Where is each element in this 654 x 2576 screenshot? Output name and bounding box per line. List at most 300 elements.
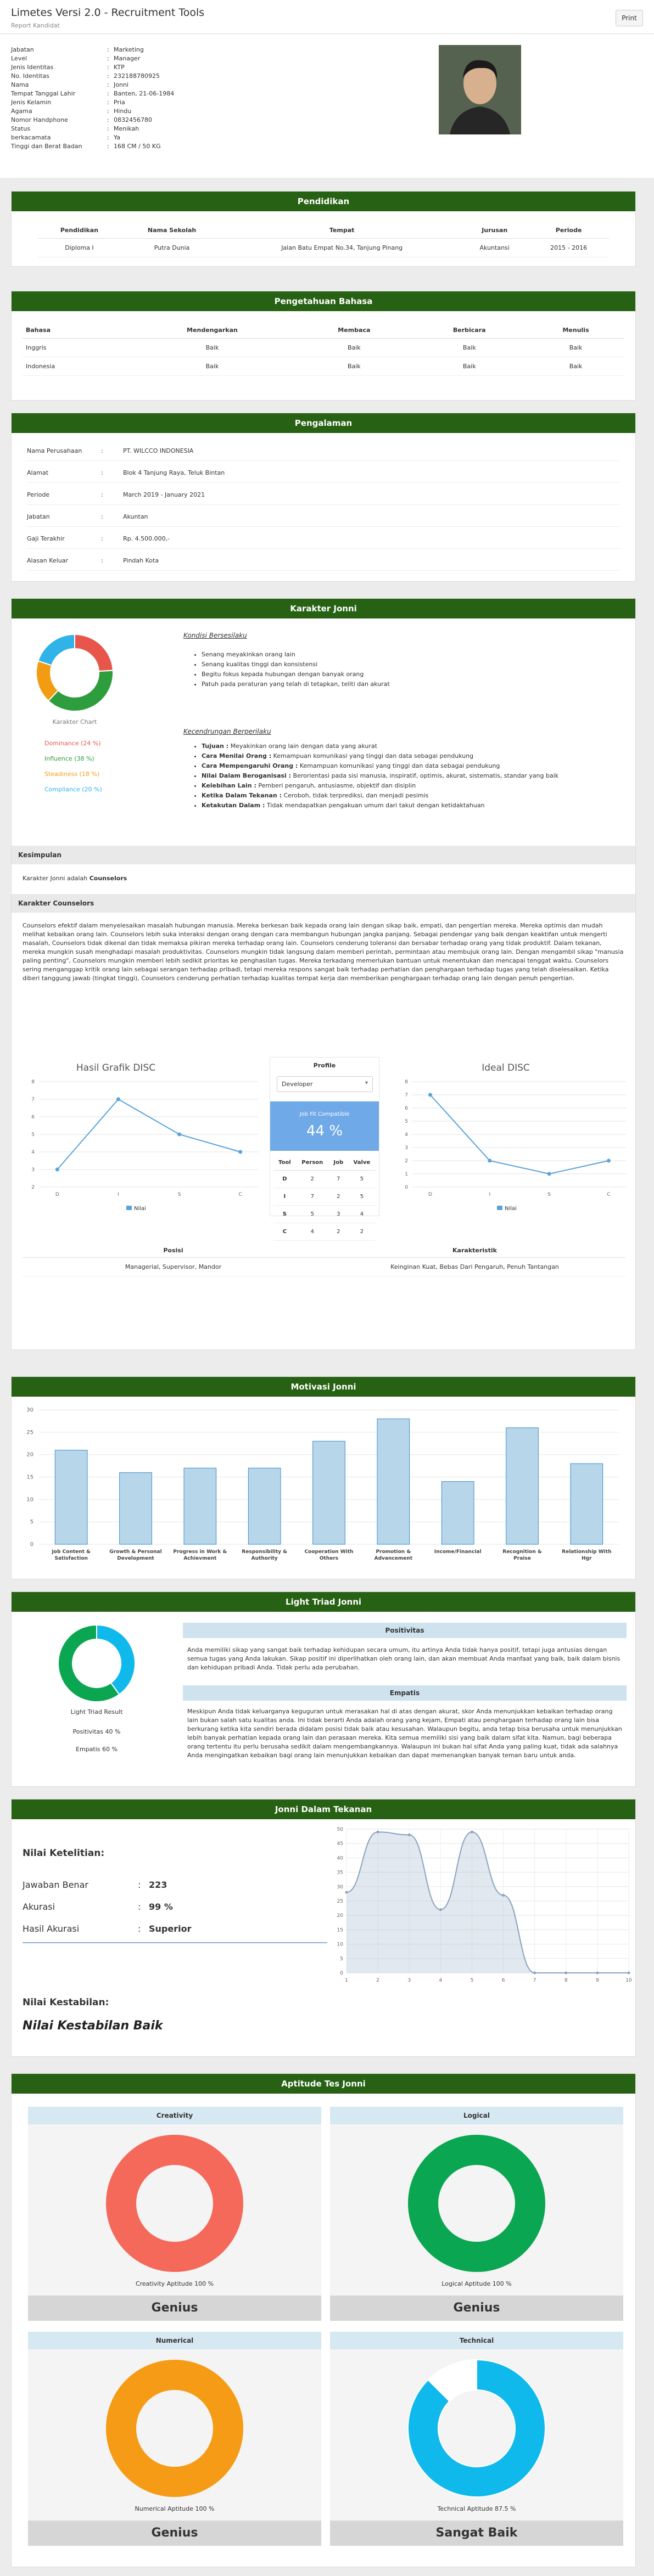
- aptitude-donut-slice: [121, 2375, 228, 2482]
- y-tick-label: 10: [26, 1497, 33, 1503]
- tool-cell: 2: [329, 1188, 348, 1206]
- y-tick-label: 40: [337, 1855, 343, 1861]
- y-tick-label: 5: [340, 1956, 343, 1962]
- data-point: [238, 1150, 242, 1154]
- x-tick-label: Relationship With: [562, 1549, 612, 1555]
- data-point: [177, 1133, 181, 1137]
- profile-key: Jabatan: [11, 46, 34, 53]
- table-cell: Baik: [411, 357, 527, 376]
- ideal-disc-title: Ideal DISC: [482, 1062, 530, 1073]
- job-fit-label: Job Fit Compatible: [299, 1111, 350, 1117]
- profile-value: 232188780925: [114, 72, 160, 80]
- profile-colon: :: [107, 134, 109, 141]
- x-tick-label: 2: [376, 1978, 379, 1983]
- data-point: [471, 1831, 473, 1833]
- experience-row: [27, 513, 148, 522]
- data-point: [377, 1831, 379, 1833]
- tool-cell: 7: [329, 1171, 348, 1188]
- y-tick-label: 15: [26, 1474, 33, 1481]
- motivasi-bar-chart: [12, 1399, 635, 1577]
- y-tick-label: 4: [31, 1150, 35, 1155]
- kecenderungan-item-label: Ketika Dalam Tekanan :: [202, 792, 282, 799]
- profile-select[interactable]: [277, 1076, 373, 1092]
- profile-row: [11, 125, 139, 134]
- kesimpulan-label: Kesimpulan: [12, 846, 635, 864]
- job-fit-box: [270, 1101, 379, 1151]
- tool-cell: 2: [329, 1223, 348, 1241]
- x-tick-label: Recognition &: [502, 1549, 542, 1555]
- tool-cell: 5: [348, 1171, 376, 1188]
- experience-row: [27, 447, 193, 456]
- y-tick-label: 10: [337, 1942, 343, 1948]
- table-cell: Baik: [527, 339, 624, 357]
- x-tick-label: Others: [319, 1556, 339, 1561]
- tool-cell: 4: [296, 1223, 329, 1241]
- profile-row: [11, 55, 140, 64]
- posisi-value: Managerial, Supervisor, Mandor: [125, 1263, 222, 1270]
- tool-cell: 4: [348, 1206, 376, 1223]
- counselor-label: Karakter Counselors: [12, 894, 635, 913]
- experience-colon: :: [101, 447, 103, 454]
- legend-swatch: [126, 1206, 132, 1210]
- kecenderungan-item-text: Tidak mendapatkan pengakuan umum dari takut dengan ketidaktahuan: [265, 802, 485, 809]
- experience-divider: [27, 548, 620, 549]
- kecenderungan-item-text: Ceroboh, tidak terprediksi, dan menjadi pesimis: [281, 792, 429, 799]
- area-fill: [346, 1832, 629, 1973]
- karakter-legend-item: Dominance (24 %): [44, 740, 101, 747]
- x-tick-label: 3: [407, 1978, 411, 1983]
- x-tick-label: Responsibility &: [242, 1549, 288, 1555]
- profile-colon: :: [107, 81, 109, 88]
- profile-value: Jonni: [114, 81, 128, 88]
- x-tick-label: I: [489, 1192, 491, 1197]
- tool-header: Job: [329, 1155, 348, 1171]
- x-tick-label: Praise: [513, 1556, 531, 1561]
- profile-colon: :: [107, 99, 109, 106]
- table-cell: Baik: [297, 357, 411, 376]
- tool-row: [273, 1188, 376, 1206]
- tool-row: [273, 1171, 376, 1188]
- x-tick-label: Job Content &: [52, 1549, 91, 1555]
- x-tick-label: 6: [501, 1978, 505, 1983]
- kecenderungan-item-label: Tujuan :: [202, 743, 229, 750]
- data-point: [607, 1159, 611, 1163]
- data-point: [502, 1894, 505, 1897]
- aptitude-box-numerical: [28, 2332, 321, 2546]
- profile-row: [11, 134, 120, 143]
- experience-value: March 2019 - January 2021: [123, 491, 205, 498]
- tool-row: [273, 1223, 376, 1241]
- x-tick-label: 8: [564, 1978, 568, 1983]
- table-row: [38, 239, 609, 257]
- kecenderungan-item-text: Pemberi pengaruh, antusiasme, objektif dan disiplin: [256, 782, 416, 789]
- kecenderungan-list: [193, 741, 610, 811]
- kecenderungan-item-label: Cara Mempengaruhi Orang :: [202, 762, 298, 769]
- table-cell: Baik: [297, 339, 411, 357]
- profile-row: [11, 143, 161, 151]
- tekanan-value: 223: [149, 1880, 167, 1890]
- kecenderungan-item: [202, 761, 610, 771]
- profile-key: Jenis Kelamin: [11, 99, 52, 106]
- table-cell: Jalan Batu Empat No.34, Tanjung Pinang: [223, 239, 461, 257]
- profile-value: Ya: [114, 134, 120, 141]
- karakter-donut-chart: [33, 632, 116, 714]
- y-tick-label: 25: [337, 1899, 343, 1904]
- kestabilan-value: Nilai Kestabilan Baik: [23, 2019, 163, 2033]
- table-cell: 2015 - 2016: [528, 239, 609, 257]
- disc-tool-table: [273, 1155, 376, 1241]
- experience-divider: [27, 460, 620, 461]
- profile-key: berkacamata: [11, 134, 51, 141]
- light-triad-card: [11, 1591, 636, 1787]
- y-tick-label: 1: [405, 1172, 408, 1177]
- karakteristik-label: Karakteristik: [452, 1247, 497, 1254]
- legend-label: Nilai: [134, 1206, 146, 1212]
- ideal-disc-chart: [390, 1076, 632, 1213]
- app-subtitle: Report Kandidat: [11, 22, 60, 29]
- aptitude-donut-chart: [405, 2132, 548, 2275]
- data-point: [55, 1168, 59, 1172]
- y-tick-label: 35: [337, 1870, 343, 1876]
- x-tick-label: S: [177, 1192, 181, 1197]
- profile-value: Hindu: [114, 108, 132, 115]
- tool-cell: D: [273, 1171, 296, 1188]
- tekanan-colon: :: [138, 1902, 141, 1912]
- data-point: [408, 1833, 411, 1836]
- kecenderungan-item-label: Ketakutan Dalam :: [202, 802, 265, 809]
- experience-value: Rp. 4.500.000,-: [123, 535, 170, 542]
- x-tick-label: Advancement: [374, 1556, 413, 1561]
- y-tick-label: 5: [31, 1132, 35, 1138]
- profile-row: [11, 46, 144, 55]
- chevron-down-icon: ▾: [365, 1080, 368, 1086]
- light-triad-positivitas: Positivitas 40 %: [72, 1728, 121, 1735]
- profile-key: Tempat Tanggal Lahir: [11, 90, 76, 97]
- y-tick-label: 45: [337, 1841, 343, 1847]
- positivitas-text: Anda memiliki sikap yang sangat baik terhadap kehidupan secara umum, itu artinya Anda tidak hanya positif, tetapi juga antusias dengan semua tugas yang Anda lakukan. Sikap positif ini diperlihatkan oleh orang lain, dan akan membuat Anda manfaat yang baik, baik dalam bisnis dan kehidupan pribadi Anda. Tidak perlu ada perubahan.: [187, 1646, 621, 1671]
- experience-key: Periode: [27, 491, 50, 498]
- x-tick-label: Income/Financial: [434, 1549, 482, 1555]
- x-tick-label: C: [607, 1192, 611, 1197]
- karakter-donut-slice: [38, 634, 75, 665]
- motivasi-bar: [313, 1441, 345, 1544]
- motivasi-card: [11, 1376, 636, 1579]
- aptitude-box-logical: [330, 2107, 623, 2321]
- aptitude-donut-chart: [103, 2132, 246, 2275]
- posisi-table: [23, 1244, 625, 1276]
- tool-cell: 3: [329, 1206, 348, 1223]
- kecenderungan-item: [202, 801, 610, 811]
- motivasi-bar: [377, 1419, 410, 1544]
- aptitude-donut-chart: [405, 2357, 548, 2500]
- counselor-text: Counselors efektif dalam menyelesaikan masalah hubungan manusia. Mereka berkesan baik kepada orang lain dengan sikap baik, empati, dan pengertian mereka. Mereka optimis dan mudah melihat kebaikan orang lain. Counselors lebih suka interaksi dengan orang dengan cara membangun hubungan jangka panjang. Sebagai pendengar yang baik dengan keaktifan untuk mengerti masalah, Counselors tidak dikenal dan tidak memaksa pikiran mereka terhadap orang lain. Counselors cenderung toleransi dan bersabar terhadap orang yang tidak produktif. Dalam tekanan, mereka mungkin susah menghadapi masalah produktivitas. Counselors mungkin tidak langsung dalam memberi perintah, permintaan atau membujuk orang lain. Dengan mengambil sikap "manusia paling penting", Counselors mungkin memberi lebih sedikit prioritas ke penghasilan tugas. Mereka terkadang memerlukan bantuan untuk menentukan dan mencapai tenggat waktu. Counselors sering menganggap kritik orang lain sebagai serangan terhadap pribadi, tetapi mereka respons sangat baik terhadap perhatian dan penghargaan terhadap tugas yang telah diselesaikan. Ketika diberi tanggung jawab (tingkat tinggi), Counselors cenderung perhatian terhadap kualitas tempat kerja dan memberikan penghargaan terhadap orang lain dengan penuh pengertian.: [23, 922, 624, 982]
- tool-cell: S: [273, 1206, 296, 1223]
- aptitude-title: Creativity: [28, 2107, 321, 2124]
- profile-row: [11, 81, 128, 90]
- profile-key: Tinggi dan Berat Badan: [11, 143, 82, 150]
- table-cell: Baik: [411, 339, 527, 357]
- data-point: [564, 1972, 567, 1975]
- karakter-donut-caption: Karakter Chart: [52, 718, 97, 725]
- light-triad-donut-slice: [97, 1625, 135, 1695]
- kecenderungan-item: [202, 781, 610, 791]
- y-tick-label: 6: [405, 1106, 408, 1111]
- kondisi-item: • Patuh pada peraturan yang telah di tetapkan, teliti dan akurat: [202, 679, 577, 689]
- y-tick-label: 30: [337, 1884, 343, 1890]
- experience-divider: [27, 504, 620, 505]
- candidate-photo: [439, 45, 521, 134]
- x-tick-label: I: [118, 1192, 119, 1197]
- aptitude-donut-chart: [103, 2357, 246, 2500]
- experience-key: Nama Perusahaan: [27, 447, 82, 454]
- x-tick-label: 1: [345, 1978, 348, 1983]
- aptitude-card: [11, 2073, 636, 2567]
- y-tick-label: 2: [31, 1185, 35, 1190]
- experience-row: [27, 557, 159, 566]
- bahasa-table: [23, 322, 624, 376]
- y-tick-label: 0: [30, 1542, 33, 1548]
- y-tick-label: 5: [405, 1119, 408, 1124]
- tekanan-value: Superior: [149, 1923, 192, 1934]
- kestabilan-label: Nilai Kestabilan:: [23, 1997, 109, 2008]
- data-point: [488, 1159, 491, 1163]
- x-tick-label: 7: [533, 1978, 536, 1983]
- karakter-card: [11, 598, 636, 1350]
- y-tick-label: 5: [30, 1519, 33, 1526]
- tool-cell: 5: [296, 1206, 329, 1223]
- y-tick-label: 8: [31, 1079, 35, 1085]
- profile-key: Status: [11, 125, 31, 132]
- karakter-legend-item: Steadiness (18 %): [44, 770, 100, 778]
- profile-row: [11, 108, 131, 116]
- x-tick-label: D: [428, 1192, 432, 1197]
- tool-header: Person: [296, 1155, 329, 1171]
- table-header: Bahasa: [23, 322, 128, 339]
- experience-colon: :: [101, 513, 103, 520]
- light-triad-caption: Light Triad Result: [70, 1708, 123, 1716]
- aptitude-title: Technical: [330, 2332, 623, 2349]
- table-header: Membaca: [297, 322, 411, 339]
- motivasi-heading: Motivasi Jonni: [12, 1377, 635, 1397]
- tool-cell: 2: [348, 1223, 376, 1241]
- data-point: [596, 1972, 599, 1975]
- x-tick-label: Progress in Work &: [173, 1549, 227, 1555]
- profile-colon: :: [107, 64, 109, 71]
- y-tick-label: 15: [337, 1927, 343, 1933]
- table-header: Tempat: [223, 222, 461, 239]
- kecenderungan-item-text: Kemampuan komunikasi yang tinggi dan data sebagai pendukung: [271, 752, 474, 760]
- profile-colon: :: [107, 143, 109, 150]
- data-point: [428, 1093, 432, 1097]
- table-cell: Baik: [128, 339, 297, 357]
- aptitude-title: Numerical: [28, 2332, 321, 2349]
- profile-row: [11, 64, 125, 72]
- tool-cell: 7: [296, 1188, 329, 1206]
- aptitude-caption: Logical Aptitude 100 %: [441, 2280, 512, 2287]
- pengalaman-heading: Pengalaman: [12, 413, 635, 433]
- y-tick-label: 4: [405, 1132, 408, 1138]
- profile-value: 168 CM / 50 KG: [114, 143, 161, 150]
- y-tick-label: 20: [337, 1913, 343, 1919]
- data-point: [345, 1891, 348, 1894]
- light-triad-donut-chart: [55, 1622, 138, 1705]
- bahasa-heading: Pengetahuan Bahasa: [12, 291, 635, 311]
- profile-value: Manager: [114, 55, 141, 62]
- y-tick-label: 20: [26, 1452, 33, 1458]
- profile-key: Jenis Identitas: [11, 64, 54, 71]
- profile-row: [11, 72, 160, 81]
- aptitude-donut-slice: [423, 2150, 530, 2257]
- x-tick-label: Cooperation With: [304, 1549, 354, 1555]
- y-tick-label: 6: [31, 1115, 35, 1120]
- y-tick-label: 25: [26, 1429, 33, 1436]
- profile-colon: :: [107, 55, 109, 62]
- x-tick-label: Hgr: [582, 1556, 592, 1561]
- y-tick-label: 3: [31, 1167, 35, 1173]
- kondisi-item: • Senang kualitas tinggi dan konsistensi: [202, 660, 577, 670]
- motivasi-bar: [248, 1468, 281, 1544]
- motivasi-bar: [506, 1428, 539, 1544]
- profile-select-value: Developer: [282, 1081, 313, 1088]
- kecenderungan-item: [202, 791, 610, 801]
- tool-row: [273, 1206, 376, 1223]
- tekanan-colon: :: [138, 1880, 141, 1890]
- tool-cell: 5: [348, 1188, 376, 1206]
- kecenderungan-item-text: Kemampuan komunikasi yang tinggi dan data sebagai pendukung: [298, 762, 500, 769]
- table-header: Berbicara: [411, 322, 527, 339]
- experience-colon: :: [101, 491, 103, 498]
- karakter-legend-item: Compliance (20 %): [44, 786, 102, 793]
- table-cell: Putra Dunia: [121, 239, 223, 257]
- table-header: Pendidikan: [38, 222, 121, 239]
- app-title: Limetes Versi 2.0 - Recruitment Tools: [11, 7, 205, 19]
- experience-colon: :: [101, 469, 103, 476]
- kecenderungan-item-text: Meyakinkan orang lain dengan data yang akurat: [228, 743, 377, 750]
- experience-value: Pindah Kota: [123, 557, 159, 564]
- profile-value: Marketing: [114, 46, 144, 53]
- kesimpulan-type: Counselors: [89, 875, 127, 882]
- table-cell: Baik: [128, 357, 297, 376]
- tekanan-key: Akurasi: [23, 1902, 55, 1912]
- experience-colon: :: [101, 535, 103, 542]
- table-row: [23, 339, 624, 357]
- positivitas-title: Positivitas: [183, 1623, 627, 1638]
- ketelitian-label: Nilai Ketelitian:: [23, 1848, 105, 1859]
- motivasi-bar: [55, 1450, 87, 1545]
- motivasi-bar: [184, 1468, 216, 1544]
- table-cell: Baik: [527, 357, 624, 376]
- aptitude-grade: Genius: [28, 2521, 321, 2546]
- y-tick-label: 30: [26, 1407, 33, 1413]
- x-tick-label: Growth & Personal: [109, 1549, 162, 1555]
- y-tick-label: 7: [31, 1097, 35, 1103]
- empatis-text: Meskipun Anda tidak keluarganya keguguran untuk merasakan hal di atas dengan akurat, skor Anda menunjukkan kebaikan terhadap orang lain bukan salah satu kualitas anda. Ini tidak berarti Anda adalah orang yang kejam, Empati atau penghargaan terhadap orang lain bisa berkurang ketika kita sendiri berada didalam posisi tidak baik atau kesusahan. Walaupun begitu, anda tetap bisa berusaha untuk menunjukkan lebih banyak perhatian kepada orang lain dan perasaan mereka. Kita semua memiliki sisi yang baik dalam sifat kita. Namun, bagi beberapa orang tertentu itu perlu berusaha sedikit dalam mengembangkannya. Walaupun ini bukan hal sifat Anda yang paling kuat, tidak ada salahnya Anda mengingatkan kebaikan bagi orang lain menunjukkan kebaikan dan dapat memenangkan banyak teman baru untuk anda.: [187, 1708, 622, 1759]
- profile-colon: :: [107, 72, 109, 80]
- kecenderungan-title: Kecendrungan Berperilaku: [183, 728, 271, 735]
- experience-key: Gaji Terakhir: [27, 535, 65, 542]
- kesimpulan-prefix: Karakter Jonni adalah: [23, 875, 90, 882]
- table-header: Menulis: [527, 322, 624, 339]
- x-tick-label: Satisfaction: [54, 1556, 88, 1561]
- data-point: [628, 1972, 630, 1975]
- karakteristik-value: Keinginan Kuat, Bebas Dari Pengaruh, Penuh Tantangan: [390, 1263, 559, 1270]
- pendidikan-card: [11, 191, 636, 267]
- x-tick-label: Achievment: [183, 1556, 217, 1561]
- table-cell: Indonesia: [23, 357, 128, 376]
- profile-colon: :: [107, 116, 109, 123]
- table-row: [23, 357, 624, 376]
- tool-cell: C: [273, 1223, 296, 1241]
- experience-key: Alasan Keluar: [27, 557, 68, 564]
- hasil-disc-chart: [17, 1076, 264, 1213]
- tekanan-key: Hasil Akurasi: [23, 1923, 80, 1934]
- table-header: Periode: [528, 222, 609, 239]
- profile-key: No. Identitas: [11, 72, 49, 80]
- aptitude-box-technical: [330, 2332, 623, 2546]
- tekanan-heading: Jonni Dalam Tekanan: [12, 1799, 635, 1819]
- profile-colon: :: [107, 125, 109, 132]
- tool-header: Valve: [348, 1155, 376, 1171]
- profile-value: Menikah: [114, 125, 139, 132]
- profile-row: [11, 116, 152, 125]
- x-tick-label: C: [238, 1192, 242, 1197]
- pendidikan-table: [38, 222, 609, 257]
- table-cell: Akuntansi: [461, 239, 528, 257]
- table-header: Nama Sekolah: [121, 222, 223, 239]
- table-header: Mendengarkan: [128, 322, 297, 339]
- kecenderungan-item: [202, 751, 610, 761]
- profile-key: Agama: [11, 108, 32, 115]
- motivasi-bar: [571, 1464, 603, 1544]
- print-button[interactable]: Print: [616, 10, 643, 26]
- aptitude-grade: Genius: [330, 2296, 623, 2321]
- y-tick-label: 0: [405, 1185, 408, 1190]
- x-tick-label: Authority: [251, 1556, 278, 1561]
- profile-key: Nama: [11, 81, 29, 88]
- profile-row: [11, 99, 125, 108]
- x-tick-label: S: [547, 1192, 551, 1197]
- tool-cell: I: [273, 1188, 296, 1206]
- light-triad-empatis: Empatis 60 %: [76, 1746, 118, 1753]
- kondisi-list: [193, 650, 577, 689]
- table-cell: Inggris: [23, 339, 128, 357]
- data-point: [547, 1172, 551, 1176]
- experience-colon: :: [101, 557, 103, 564]
- motivasi-bar: [441, 1482, 474, 1544]
- experience-key: Jabatan: [27, 513, 50, 520]
- kecenderungan-item: [202, 771, 610, 781]
- x-tick-label: D: [55, 1192, 59, 1197]
- x-tick-label: Promotion &: [376, 1549, 411, 1555]
- kondisi-title: Kondisi Bersesilaku: [183, 632, 247, 639]
- table-header: Jurusan: [461, 222, 528, 239]
- light-triad-heading: Light Triad Jonni: [12, 1592, 635, 1612]
- data-point: [533, 1972, 536, 1975]
- experience-value: Akuntan: [123, 513, 148, 520]
- experience-value: Blok 4 Tanjung Raya, Teluk Bintan: [123, 469, 225, 476]
- job-fit-value: 44 %: [306, 1123, 343, 1139]
- experience-row: [27, 469, 225, 478]
- x-tick-label: 10: [625, 1978, 632, 1983]
- x-tick-label: 4: [439, 1978, 443, 1983]
- aptitude-title: Logical: [330, 2107, 623, 2124]
- experience-row: [27, 491, 205, 500]
- karakter-legend: [44, 736, 102, 797]
- x-tick-label: Development: [117, 1556, 154, 1561]
- aptitude-caption: Creativity Aptitude 100 %: [135, 2280, 214, 2287]
- aptitude-donut-slice: [121, 2150, 228, 2257]
- kecenderungan-item-text: Berorientasi pada sisi manusia, inspiratif, optimis, akurat, sistematis, standar yang baik: [291, 772, 559, 779]
